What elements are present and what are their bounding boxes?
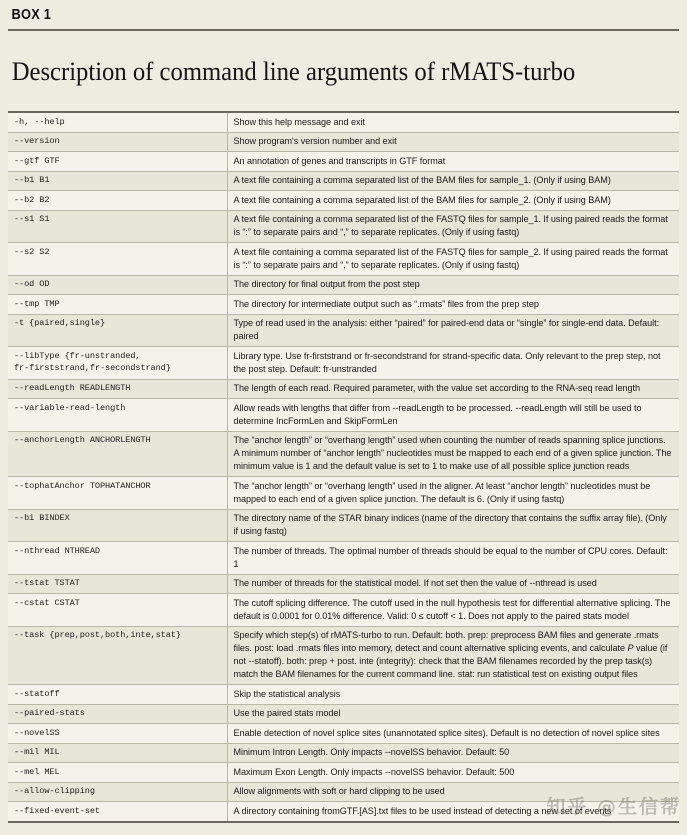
argument-description: Specify which step(s) of rMATS-turbo to run. Default: both. prep: preprocess BAM files and generate .rmats files. post: load .rmats files into memory, detect and count alternative splicing events, and calculate P value (if not --statoff). both: prep + post. inte (integrity): check that the BAM filenames recorded by the prep task(s) match the BAM filenames for the current command line. stat: run statistical test on existing output files [227, 626, 679, 685]
argument-option: --task {prep,post,both,inte,stat} [8, 626, 227, 685]
table-row [8, 704, 679, 724]
box-label: BOX 1 [11, 7, 52, 23]
table-row [8, 210, 679, 243]
argument-option: --nthread NTHREAD [8, 542, 227, 575]
argument-description: Show program's version number and exit [227, 132, 679, 152]
table-row [8, 399, 679, 432]
argument-option: --tophatAnchor TOPHATANCHOR [8, 477, 227, 510]
table-row [8, 431, 679, 477]
table-row [8, 152, 679, 172]
table-row [8, 477, 679, 510]
table-row [8, 626, 679, 685]
table-row [8, 314, 679, 347]
table-row [8, 574, 679, 594]
argument-option: --mel MEL [8, 763, 227, 783]
argument-description: The directory for intermediate output such as “.rmats” files from the prep step [227, 295, 679, 315]
argument-option: -h, --help [8, 113, 227, 132]
argument-description: Use the paired stats model [227, 704, 679, 724]
argument-option: --s1 S1 [8, 210, 227, 243]
argument-option: --cstat CSTAT [8, 594, 227, 627]
table-row [8, 594, 679, 627]
table-row [8, 802, 679, 821]
argument-option: --novelSS [8, 724, 227, 744]
argument-option: --readLength READLENGTH [8, 379, 227, 399]
table-row [8, 191, 679, 211]
argument-description: The “anchor length” or “overhang length” used when counting the number of reads spanning splice junctions. A minimum number of “anchor length” nucleotides must be mapped to each end of a given splice junction. The minimum value is 1 and the default value is set to 1 to make use of all possible splice junction reads [227, 431, 679, 477]
argument-description: A text file containing a comma separated list of the FASTQ files for sample_2. If using paired reads the format is “:” to separate pairs and “,” to separate replicates. (Only if using fastq) [227, 243, 679, 276]
table-row [8, 743, 679, 763]
table-row [8, 132, 679, 152]
table-row [8, 763, 679, 783]
argument-option: --tmp TMP [8, 295, 227, 315]
argument-option: --version [8, 132, 227, 152]
arguments-table [8, 113, 679, 821]
argument-description: Skip the statistical analysis [227, 685, 679, 705]
argument-option: --s2 S2 [8, 243, 227, 276]
argument-option: --statoff [8, 685, 227, 705]
argument-description: A text file containing a comma separated list of the FASTQ files for sample_1. If using paired reads the format is “:” to separate pairs and “,” to separate replicates. (Only if using fastq) [227, 210, 679, 243]
argument-description: A directory containing fromGTF.[AS].txt files to be used instead of detecting a new set of events [227, 802, 679, 821]
argument-description: Enable detection of novel splice sites (unannotated splice sites). Default is no detection of novel splice sites [227, 724, 679, 744]
argument-description: A text file containing a comma separated list of the BAM files for sample_2. (Only if using BAM) [227, 191, 679, 211]
argument-description: Library type. Use fr-firststrand or fr-secondstrand for strand-specific data. Only relevant to the prep step, not the post step. Default: fr-unstranded [227, 347, 679, 380]
argument-option: --anchorLength ANCHORLENGTH [8, 431, 227, 477]
argument-description: The number of threads for the statistical model. If not set then the value of --nthread is used [227, 574, 679, 594]
argument-description: Maximum Exon Length. Only impacts --novelSS behavior. Default: 500 [227, 763, 679, 783]
table-row [8, 379, 679, 399]
argument-description: Type of read used in the analysis: either “paired” for paired-end data or “single” for single-end data. Default: paired [227, 314, 679, 347]
argument-description: An annotation of genes and transcripts in GTF format [227, 152, 679, 172]
table-row [8, 782, 679, 802]
argument-option: --b1 B1 [8, 171, 227, 191]
argument-description: The directory for final output from the post step [227, 275, 679, 295]
argument-option: --tstat TSTAT [8, 574, 227, 594]
table-row [8, 171, 679, 191]
table-row [8, 542, 679, 575]
argument-description: Allow alignments with soft or hard clipping to be used [227, 782, 679, 802]
argument-description: Allow reads with lengths that differ from --readLength to be processed. --readLength will still be used to determine IncFormLen and SkipFormLen [227, 399, 679, 432]
table-row [8, 243, 679, 276]
argument-option: --fixed-event-set [8, 802, 227, 821]
arguments-table-body [8, 113, 679, 821]
argument-description: The “anchor length” or “overhang length” used in the aligner. At least “anchor length” nucleotides must be mapped to each end of a given splice junction. The default is 6. (Only if using fastq) [227, 477, 679, 510]
watermark: 知乎 @生信帮 [546, 796, 681, 818]
argument-option: --variable-read-length [8, 399, 227, 432]
argument-option: --libType {fr-unstranded, fr-firststrand,fr-secondstrand} [8, 347, 227, 380]
argument-option: --od OD [8, 275, 227, 295]
argument-description: The number of threads. The optimal number of threads should be equal to the number of CPU cores. Default: 1 [227, 542, 679, 575]
table-row [8, 724, 679, 744]
argument-description: Minimum Intron Length. Only impacts --novelSS behavior. Default: 50 [227, 743, 679, 763]
divider-top [8, 29, 679, 31]
argument-description: Show this help message and exit [227, 113, 679, 132]
table-row [8, 347, 679, 380]
page-title: Description of command line arguments of rMATS-turbo [11, 55, 576, 86]
table-row [8, 509, 679, 542]
argument-option: --paired-stats [8, 704, 227, 724]
argument-description: The length of each read. Required parameter, with the value set according to the RNA-seq read length [227, 379, 679, 399]
argument-description: A text file containing a comma separated list of the BAM files for sample_1. (Only if using BAM) [227, 171, 679, 191]
argument-option: --mil MIL [8, 743, 227, 763]
divider-bottom [8, 821, 679, 823]
argument-description: The directory name of the STAR binary indices (name of the directory that contains the suffix array file). (Only if using fastq) [227, 509, 679, 542]
argument-option: --bi BINDEX [8, 509, 227, 542]
argument-option: --gtf GTF [8, 152, 227, 172]
table-row [8, 113, 679, 132]
argument-description: The cutoff splicing difference. The cutoff used in the null hypothesis test for differential alternative splicing. The default is 0.0001 for 0.01% difference. Valid: 0 ≤ cutoff < 1. Does not apply to the paired stats model [227, 594, 679, 627]
table-row [8, 685, 679, 705]
argument-option: --b2 B2 [8, 191, 227, 211]
argument-option: --allow-clipping [8, 782, 227, 802]
table-row [8, 275, 679, 295]
table-row [8, 295, 679, 315]
argument-option: -t {paired,single} [8, 314, 227, 347]
